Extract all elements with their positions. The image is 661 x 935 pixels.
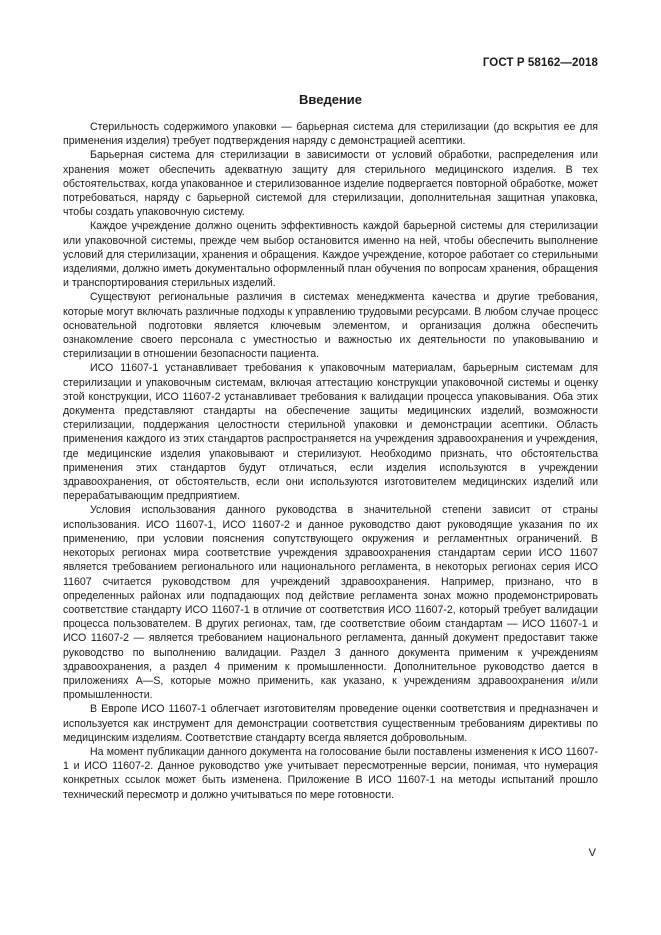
paragraph: ИСО 11607-1 устанавливает требования к упаковочным материалам, барьерным системам для стерилизации и упаковочным системам, включая аттестацию конструкции упаковочной системы и оценку этой конструкции, ИСО 11607-2 устанавливает требования к валидации процесса упаковывания. Оба этих документа представляют стандарты на обеспечение защиты медицинских изделий, возможности стерилизации, поддержания целостности стерильной упаковки и демонстрации асептики. Область применения каждого из этих стандартов распространяется на учреждения здравоохранения и учреждения, где медицинские изделия упаковывают и стерилизуют. Необходимо признать, что обстоятельства применения этих стандартов будут отличаться, если изделия используются в учреждении здравоохранения, от обстоятельств, если они используются изготовителем медицинских изделий или перерабатывающим предприятием. [63,362,598,503]
page-number: V [588,847,596,859]
document-code: ГОСТ Р 58162—2018 [482,57,598,69]
paragraph: Существуют региональные различия в системах менеджмента качества и другие требования, которые могут включать различные подходы к управлению трудовыми ресурсами. В любом случае процесс основательной подготовки является ключевым элементом, и организация должна обеспечить ознакомление своего персонала с уместностью и важностью их деятельности по упаковыванию и стерилизации в отношении безопасности пациента. [63,291,598,361]
paragraph: Барьерная система для стерилизации в зависимости от условий обработки, распределения или хранения может обеспечить адекватную защиту для стерильного медицинского изделия. В тех обстоятельствах, когда упакованное и стерилизованное изделие подвергается повторной обработке, может потребоваться, наряду с барьерной системой для стерилизации, дополнительная защитная упаковка, чтобы создать упаковочную систему. [63,149,598,219]
paragraph: Условия использования данного руководства в значительной степени зависит от страны использования. ИСО 11607-1, ИСО 11607-2 и данное руководство дают руководящие указания по их применению, при условии пояснения сопутствующего окружения и регламентных ограничений. В некоторых регионах мира соответствие учреждения здравоохранения стандартам серии ИСО 11607 является требованием регионального или национального регламента, в некоторых регионах серия ИСО 11607 считается руководством для учреждений здравоохранения. Например, признано, что в определенных районах или подпадающих под действие регламента зонах можно продемонстрировать соответствие стандарту ИСО 11607-1 в отличие от соответствия ИСО 11607-2, который требует валидации процесса пользователем. В других регионах, там, где соответствие обоим стандартам — ИСО 11607-1 и ИСО 11607-2 — является требованием национального регламента, данный документ предоставит также руководство по выполнению валидации. Раздел 3 данного документа применим к учреждениям здравоохранения, а раздел 4 применим к промышленности. Дополнительное руководство дается в приложениях А—S, которые можно применить, как указано, к учреждениям здравоохранения и/или промышленности. [63,504,598,702]
paragraph: Стерильность содержимого упаковки — барьерная система для стерилизации (до вскрытия ее для применения изделия) требует подтверждения наряду с демонстрацией асептики. [63,121,598,148]
paragraph: Каждое учреждение должно оценить эффективность каждой барьерной системы для стерилизации или упаковочной системы, прежде чем выбор остановится именно на ней, чтобы обеспечить выполнение условий для стерилизации, хранения и обращения. Каждое учреждение, которое работает со стерильными изделиями, должно иметь документально оформленный план обучения по вопросам хранения, обращения и транспортирования стерильных изделий. [63,220,598,290]
paragraph: В Европе ИСО 11607-1 облегчает изготовителям проведение оценки соответствия и предназначен и используется как инструмент для демонстрации соответствия существенным требованиям директивы по медицинским изделиям. Соответствие стандарту всегда является добровольным. [63,703,598,744]
introduction-text [63,120,598,802]
paragraph: На момент публикации данного документа на голосование были поставлены изменения к ИСО 11607-1 и ИСО 11607-2. Данное руководство уже учитывает пересмотренные версии, понимая, что нумерация конкретных ссылок может быть изменена. Приложение В ИСО 11607-1 на методы испытаний прошло технический пересмотр и должно учитываться по мере готовности. [63,745,598,801]
section-title: Введение [299,92,362,107]
